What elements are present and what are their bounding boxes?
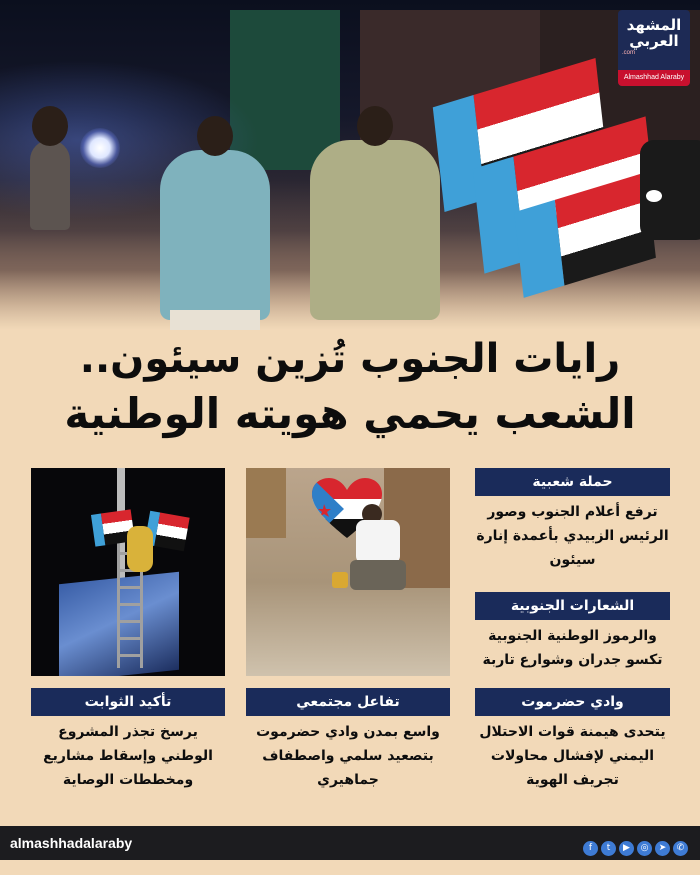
headline-line2: الشعب يحمي هويته الوطنية bbox=[64, 389, 636, 438]
section-label: حملة شعبية bbox=[475, 468, 670, 496]
twitter-icon[interactable]: t bbox=[601, 841, 616, 856]
logo-english: Almashhad Alaraby bbox=[618, 70, 690, 86]
hero-photo bbox=[0, 0, 700, 330]
walking-man-blue-shirt bbox=[160, 150, 270, 320]
car bbox=[640, 140, 700, 240]
youtube-icon[interactable]: ▶ bbox=[619, 841, 634, 856]
social-icons bbox=[580, 835, 688, 851]
section-constants bbox=[31, 688, 225, 792]
instagram-icon[interactable]: ◎ bbox=[637, 841, 652, 856]
background-person bbox=[30, 140, 70, 230]
wall bbox=[246, 468, 286, 538]
logo-line2: العربي bbox=[629, 32, 679, 50]
telegram-icon[interactable]: ➤ bbox=[655, 841, 670, 856]
section-text: واسع بمدن وادي حضرموت بتصعيد سلمي واصطفاف جماهيري bbox=[256, 724, 440, 788]
walking-man-flags bbox=[310, 140, 440, 320]
bottom-band bbox=[0, 860, 700, 875]
section-popular-campaign bbox=[475, 468, 670, 572]
section-label: تفاعل مجتمعي bbox=[246, 688, 450, 716]
headline bbox=[0, 332, 700, 442]
painter-legs bbox=[350, 560, 406, 590]
section-text: والرموز الوطنية الجنوبية تكسو جدران وشوارع تاربة bbox=[482, 628, 663, 668]
section-label: الشعارات الجنوبية bbox=[475, 592, 670, 620]
paint-bucket bbox=[332, 572, 348, 588]
man-on-ladder bbox=[127, 526, 153, 572]
brand-logo[interactable] bbox=[618, 10, 690, 86]
street-light bbox=[80, 128, 120, 168]
section-text: يرسخ تجذر المشروع الوطني وإسقاط مشاريع ومخططات الوصاية bbox=[43, 724, 213, 788]
whatsapp-icon[interactable]: ✆ bbox=[673, 841, 688, 856]
site-name[interactable]: almashhadalaraby bbox=[10, 835, 133, 851]
headline-line1: رايات الجنوب تُزين سيئون.. bbox=[79, 336, 621, 382]
logo-line1: المشهد bbox=[626, 16, 682, 34]
section-text: يتحدى هيمنة قوات الاحتلال اليمني لإفشال محاولات تجريف الهوية bbox=[479, 724, 666, 788]
section-southern-slogans bbox=[475, 592, 670, 672]
photo-flags-on-pole bbox=[31, 468, 225, 676]
photo-wall-painting bbox=[246, 468, 450, 676]
section-wadi-hadramout bbox=[475, 688, 670, 792]
section-community-interaction bbox=[246, 688, 450, 792]
facebook-icon[interactable]: f bbox=[583, 841, 598, 856]
section-label: تأكيد الثوابت bbox=[31, 688, 225, 716]
painter bbox=[356, 520, 400, 564]
section-label: وادي حضرموت bbox=[475, 688, 670, 716]
section-text: ترفع أعلام الجنوب وصور الرئيس الزبيدي بأعمدة إنارة سيئون bbox=[476, 504, 669, 568]
footer-bar bbox=[0, 826, 700, 860]
logo-domain: .com bbox=[622, 50, 636, 56]
